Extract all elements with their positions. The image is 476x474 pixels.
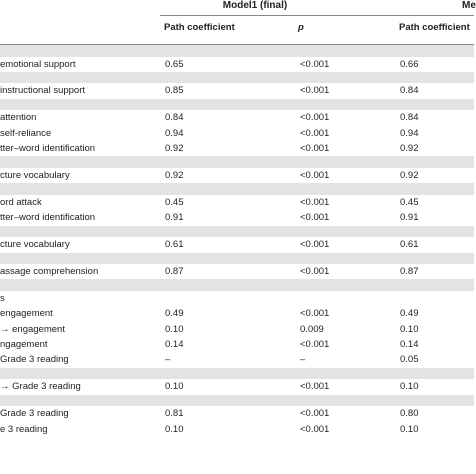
table-row xyxy=(0,110,474,125)
path-coefficient-model2: 0.10 xyxy=(400,323,419,335)
row-label: Grade 3 reading xyxy=(0,354,69,366)
path-coefficient-model1: 0.14 xyxy=(165,339,184,351)
path-coefficient-model1: – xyxy=(165,354,171,366)
path-coefficient-model1: 0.87 xyxy=(165,266,184,278)
path-coefficient-model1: 0.85 xyxy=(165,85,184,97)
table-row xyxy=(0,264,474,279)
p-value: <0.001 xyxy=(300,169,330,181)
section-band xyxy=(0,279,474,291)
model2-header: Me xyxy=(462,0,476,11)
table-row xyxy=(0,141,474,156)
path-coefficient-model1: 0.84 xyxy=(165,112,184,124)
table-row xyxy=(0,337,474,352)
section-band xyxy=(0,226,474,238)
p-value: <0.001 xyxy=(300,58,330,70)
row-label: → Grade 3 reading xyxy=(0,381,81,393)
path-coefficient-model1: 0.81 xyxy=(165,408,184,420)
path-coefficient-model2: 0.14 xyxy=(400,339,419,351)
path-coefficient-model2: 0.94 xyxy=(400,127,419,139)
path-coefficient-model2: 0.92 xyxy=(400,143,419,155)
path-coefficient-model2: 0.84 xyxy=(400,112,419,124)
p-value-header: p xyxy=(298,22,304,33)
path-coefficient-header-2: Path coefficient xyxy=(399,22,470,33)
path-coefficient-model2: 0.80 xyxy=(400,408,419,420)
row-label: tter–word identification xyxy=(0,143,96,155)
p-value: <0.001 xyxy=(300,239,330,251)
table-header xyxy=(0,0,474,20)
p-value: <0.001 xyxy=(300,127,330,139)
path-coefficient-model1: 0.10 xyxy=(165,423,184,435)
section-band xyxy=(0,368,474,380)
table-row xyxy=(0,237,474,252)
path-coefficient-model2: 0.10 xyxy=(400,381,419,393)
path-coefficient-model2: 0.61 xyxy=(400,239,419,251)
row-label: emotional support xyxy=(0,58,76,70)
section-band xyxy=(0,253,474,265)
header-rule xyxy=(160,15,474,16)
row-label: engagement xyxy=(0,308,53,320)
path-coefficient-model1: 0.65 xyxy=(165,58,184,70)
p-value: <0.001 xyxy=(300,408,330,420)
row-label: self-reliance xyxy=(0,127,52,139)
path-coefficient-model2: 0.05 xyxy=(400,354,419,366)
p-value: <0.001 xyxy=(300,143,330,155)
path-coefficient-model1: 0.61 xyxy=(165,239,184,251)
table-row xyxy=(0,168,474,183)
path-coefficient-model2: 0.49 xyxy=(400,308,419,320)
row-label: assage comprehension xyxy=(0,266,99,278)
path-coefficient-model1: 0.45 xyxy=(165,196,184,208)
path-coefficient-model2: 0.66 xyxy=(400,58,419,70)
row-label: cture vocabulary xyxy=(0,169,70,181)
row-label: cture vocabulary xyxy=(0,239,70,251)
path-coefficient-model1: 0.49 xyxy=(165,308,184,320)
table-row xyxy=(0,422,474,437)
path-coefficient-header-1: Path coefficient xyxy=(164,22,235,33)
section-band xyxy=(0,45,474,57)
table-row xyxy=(0,210,474,225)
path-coefficient-model2: 0.87 xyxy=(400,266,419,278)
path-coefficient-model1: 0.94 xyxy=(165,127,184,139)
path-coefficient-model1: 0.92 xyxy=(165,169,184,181)
p-value: <0.001 xyxy=(300,85,330,97)
table-row xyxy=(0,379,474,394)
path-coefficient-model2: 0.10 xyxy=(400,423,419,435)
p-value: – xyxy=(300,354,306,366)
p-value: <0.001 xyxy=(300,339,330,351)
row-label: s xyxy=(0,292,5,304)
path-coefficient-model1: 0.10 xyxy=(165,323,184,335)
path-coefficient-model2: 0.91 xyxy=(400,212,419,224)
table-row xyxy=(0,352,474,367)
p-value: <0.001 xyxy=(300,212,330,224)
row-label: e 3 reading xyxy=(0,423,48,435)
path-coefficient-model2: 0.92 xyxy=(400,169,419,181)
section-band xyxy=(0,183,474,195)
p-value: 0.009 xyxy=(300,323,324,335)
path-coefficient-model1: 0.10 xyxy=(165,381,184,393)
row-label: → engagement xyxy=(0,323,65,335)
p-value: <0.001 xyxy=(300,266,330,278)
row-label: instructional support xyxy=(0,85,86,97)
p-value: <0.001 xyxy=(300,112,330,124)
section-band xyxy=(0,156,474,168)
row-label: ord attack xyxy=(0,196,42,208)
table-row xyxy=(0,83,474,98)
model1-header: Model1 (final) xyxy=(222,0,288,11)
path-coefficient-model2: 0.45 xyxy=(400,196,419,208)
table-row xyxy=(0,126,474,141)
row-label: Grade 3 reading xyxy=(0,408,69,420)
p-value: <0.001 xyxy=(300,381,330,393)
section-band xyxy=(0,99,474,111)
section-band xyxy=(0,72,474,84)
table-body xyxy=(0,45,474,437)
path-coefficient-model2: 0.84 xyxy=(400,85,419,97)
row-label: attention xyxy=(0,112,37,124)
table-row xyxy=(0,406,474,421)
row-label: tter–word identification xyxy=(0,212,96,224)
p-value: <0.001 xyxy=(300,423,330,435)
table-row xyxy=(0,195,474,210)
p-value: <0.001 xyxy=(300,308,330,320)
table-row xyxy=(0,291,474,306)
path-coefficient-model1: 0.91 xyxy=(165,212,184,224)
table-row xyxy=(0,306,474,321)
p-value: <0.001 xyxy=(300,196,330,208)
path-coefficient-model1: 0.92 xyxy=(165,143,184,155)
table-row xyxy=(0,322,474,337)
row-label: ngagement xyxy=(0,339,48,351)
table-row xyxy=(0,57,474,72)
section-band xyxy=(0,395,474,407)
